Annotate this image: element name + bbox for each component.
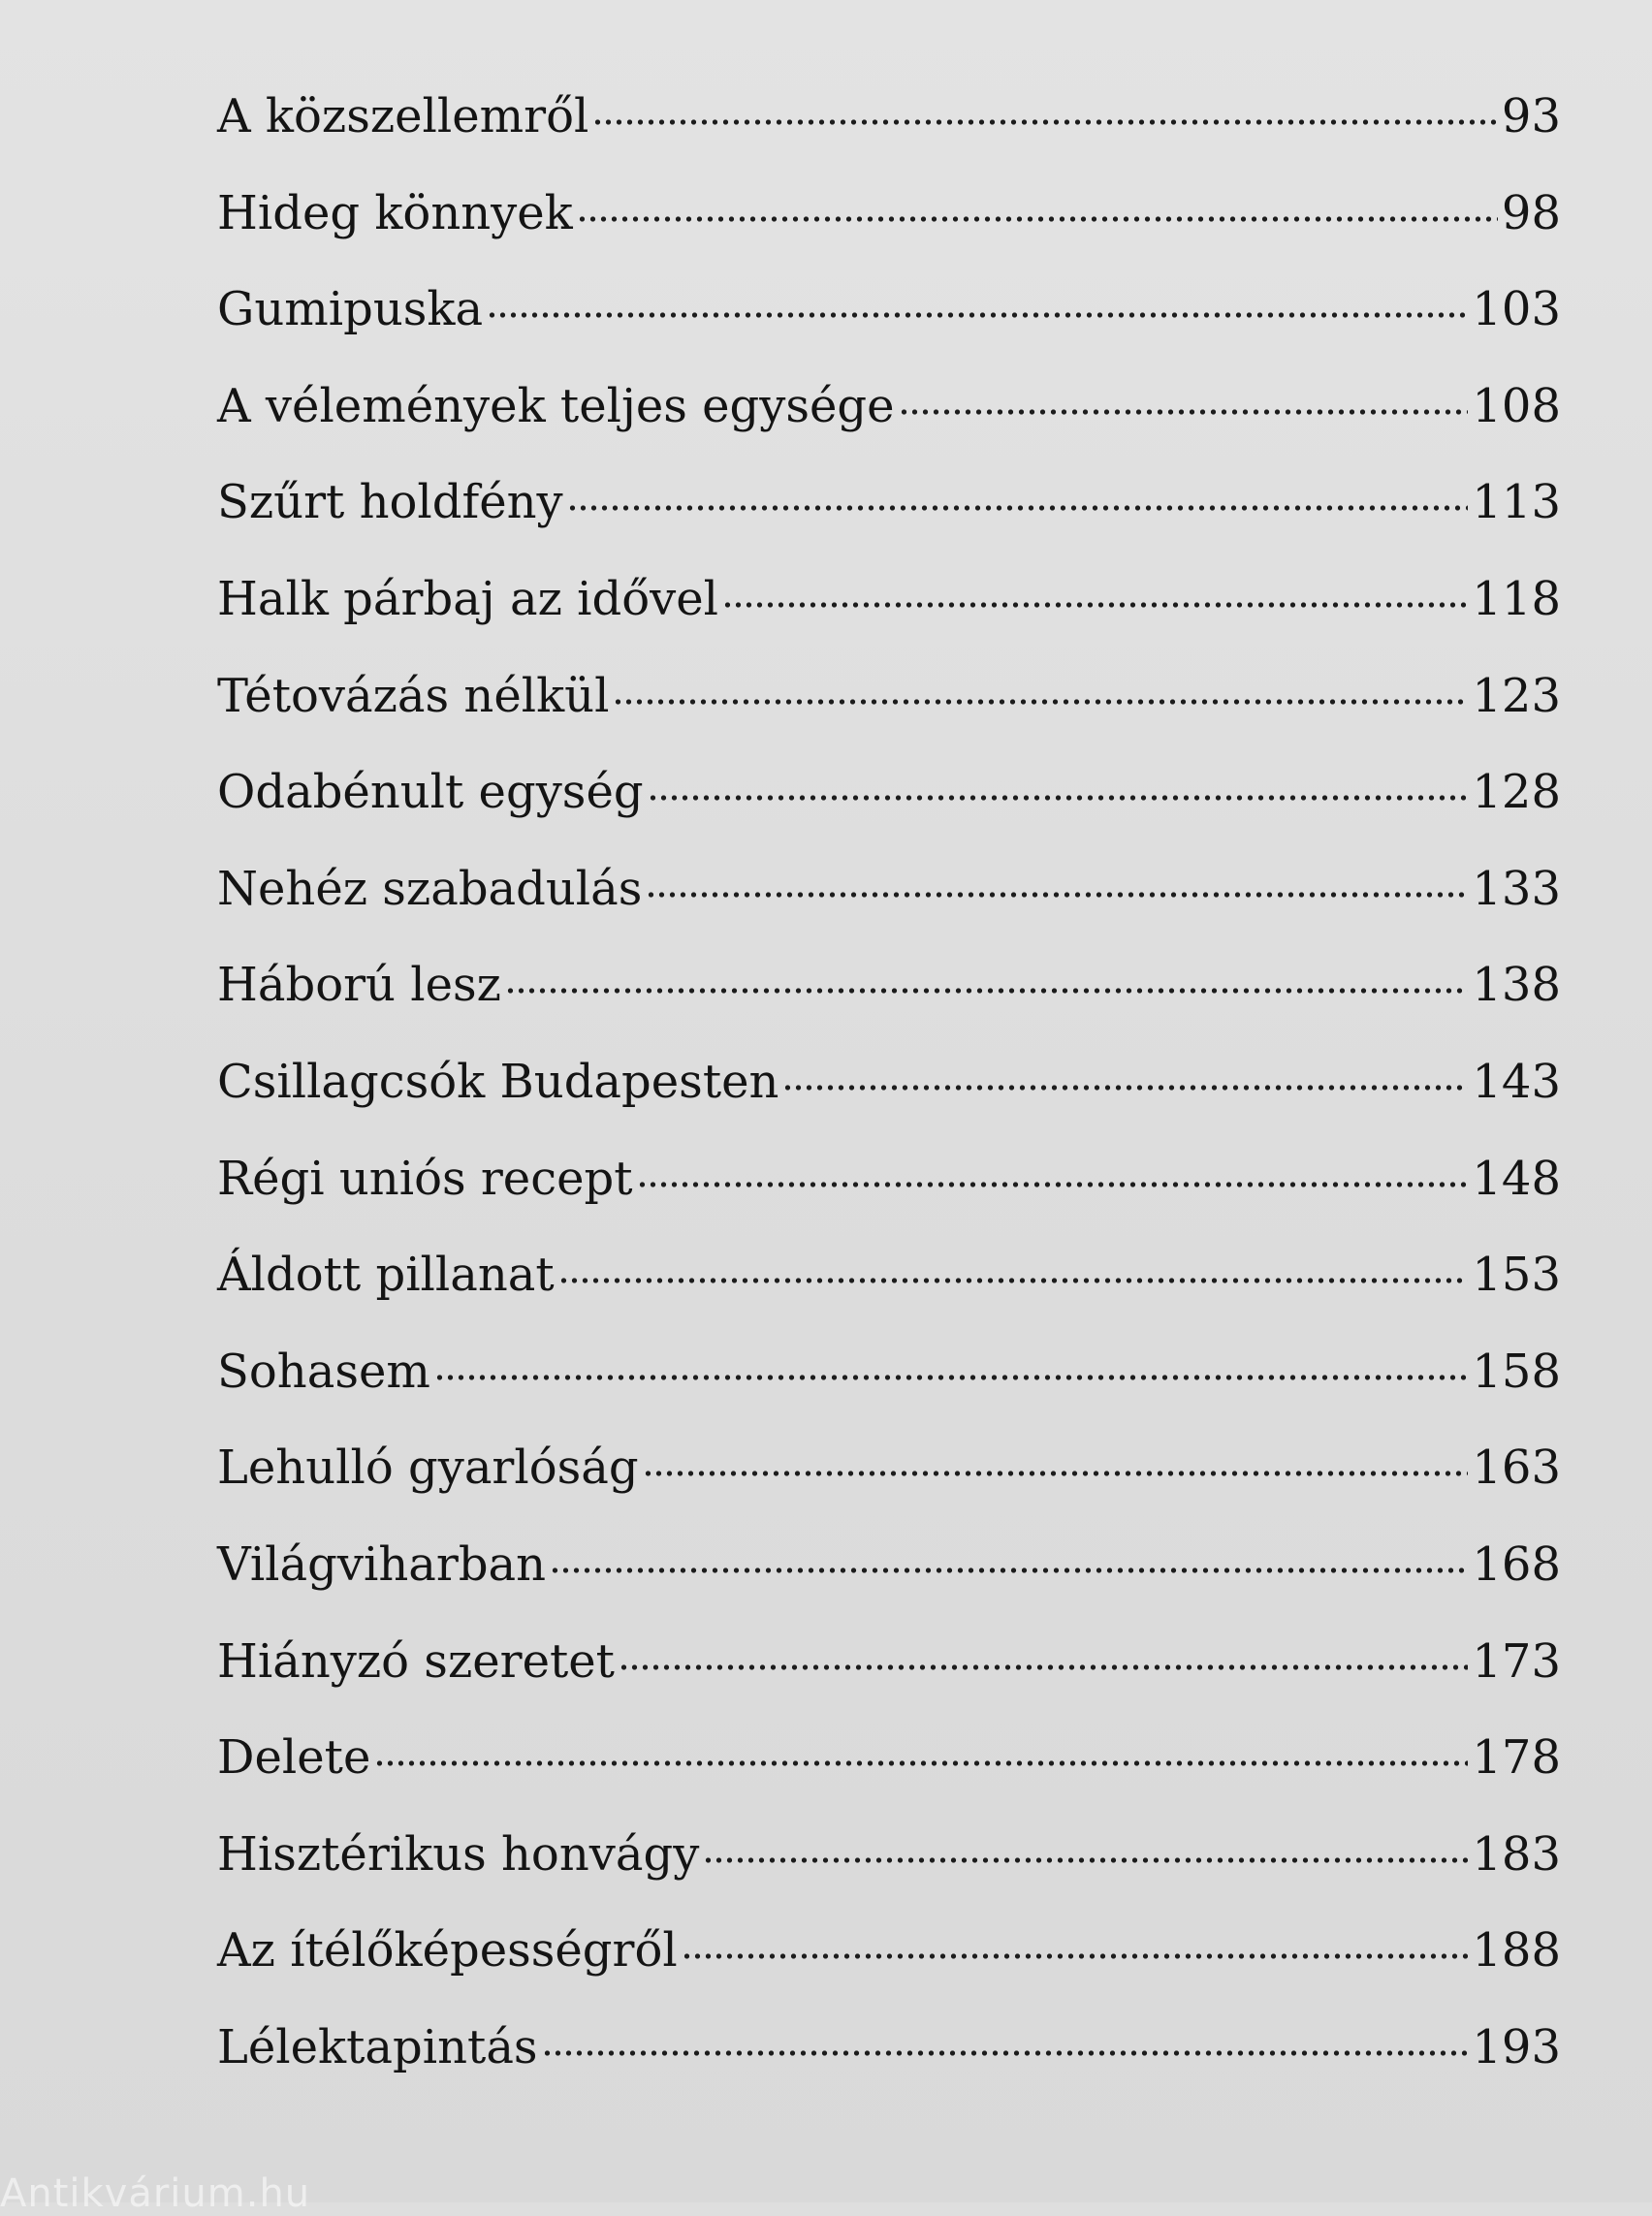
toc-entry-title: Háború lesz (217, 958, 501, 1013)
toc-entry (217, 89, 1561, 190)
toc-entry (217, 1730, 1561, 1831)
toc-entry-page: 98 (1501, 185, 1561, 240)
dot-leader (722, 601, 1468, 609)
dot-leader (899, 408, 1469, 416)
toc-entry-page: 123 (1472, 668, 1561, 723)
toc-entry-page: 138 (1472, 958, 1561, 1013)
dot-leader (487, 311, 1468, 319)
dot-leader (434, 1374, 1469, 1381)
dot-leader (558, 1277, 1469, 1284)
dot-leader (619, 1663, 1468, 1671)
toc-entry-title: Nehéz szabadulás (217, 861, 643, 916)
toc-entry (217, 958, 1561, 1059)
toc-entry-title: A közszellemről (217, 89, 589, 143)
toc-entry (217, 1151, 1561, 1252)
dot-leader (567, 504, 1469, 512)
toc-entry-title: Gumipuska (217, 282, 484, 337)
toc-entry-page: 173 (1472, 1633, 1561, 1689)
toc-entry-title: Világviharban (217, 1536, 547, 1592)
toc-entry-title: Hiányzó szeretet (217, 1633, 615, 1689)
toc-entry (217, 1923, 1561, 2024)
dot-leader (577, 215, 1498, 223)
toc-entry (217, 282, 1561, 383)
dot-leader (550, 1567, 1468, 1574)
toc-entry-page: 93 (1501, 89, 1561, 143)
toc-entry (217, 668, 1561, 770)
dot-leader (637, 1181, 1469, 1188)
toc-entry (217, 185, 1561, 287)
toc-entry-page: 163 (1472, 1440, 1561, 1496)
toc-entry-page: 193 (1472, 2019, 1561, 2074)
dot-leader (782, 1084, 1468, 1092)
toc-entry (217, 2019, 1561, 2121)
toc-entry-page: 153 (1472, 1248, 1561, 1303)
toc-entry-page: 168 (1472, 1536, 1561, 1592)
toc-entry-title: Az ítélőképességről (217, 1923, 678, 1979)
dot-leader (648, 794, 1469, 802)
toc-entry-title: Tétovázás nélkül (217, 668, 610, 723)
toc-entry-page: 103 (1472, 282, 1561, 337)
dot-leader (682, 1952, 1469, 1960)
toc-entry (217, 765, 1561, 866)
dot-leader (703, 1856, 1468, 1864)
toc-entry-page: 183 (1472, 1826, 1561, 1882)
dot-leader (374, 1759, 1468, 1767)
toc-entry (217, 1054, 1561, 1155)
toc-entry-page: 133 (1472, 861, 1561, 916)
toc-entry-page: 113 (1472, 475, 1561, 530)
toc-entry (217, 1633, 1561, 1735)
toc-entry (217, 1826, 1561, 1928)
toc-entry-page: 128 (1472, 765, 1561, 820)
toc-entry-title: Áldott pillanat (217, 1248, 555, 1303)
dot-leader (592, 118, 1498, 126)
toc-entry-title: Hideg könnyek (217, 185, 573, 240)
watermark: Antikvárium.hu (0, 2171, 311, 2216)
toc-entry-page: 143 (1472, 1054, 1561, 1109)
toc-entry-title: Lehulló gyarlóság (217, 1440, 639, 1496)
toc-entry-title: Hisztérikus honvágy (217, 1826, 700, 1882)
toc-entry-title: Sohasem (217, 1344, 430, 1399)
toc-entry-title: Delete (217, 1730, 371, 1786)
toc-entry (217, 1536, 1561, 1638)
toc-entry-page: 148 (1472, 1151, 1561, 1206)
toc-entry-page: 188 (1472, 1923, 1561, 1979)
toc-entry (217, 1440, 1561, 1541)
toc-entry-page: 158 (1472, 1344, 1561, 1399)
toc-entry-title: Szűrt holdfény (217, 475, 563, 530)
toc-entry-title: Csillagcsók Budapesten (217, 1054, 779, 1109)
toc-entry (217, 1344, 1561, 1445)
dot-leader (613, 698, 1468, 706)
toc-entry-page: 118 (1472, 571, 1561, 626)
toc-entry-title: Régi uniós recept (217, 1151, 633, 1206)
table-of-contents (217, 89, 1561, 2120)
toc-entry-title: Odabénult egység (217, 765, 644, 820)
dot-leader (643, 1470, 1469, 1477)
toc-entry (217, 571, 1561, 673)
toc-entry (217, 1248, 1561, 1348)
toc-entry (217, 861, 1561, 963)
toc-entry-page: 178 (1472, 1730, 1561, 1786)
toc-entry-page: 108 (1472, 378, 1561, 433)
toc-entry (217, 378, 1561, 480)
toc-entry (217, 475, 1561, 576)
dot-leader (542, 2049, 1469, 2057)
dot-leader (505, 987, 1468, 995)
toc-entry-title: Lélektapintás (217, 2019, 538, 2074)
toc-entry-title: A vélemények teljes egysége (217, 378, 895, 433)
toc-entry-title: Halk párbaj az idővel (217, 571, 718, 626)
dot-leader (646, 891, 1468, 899)
